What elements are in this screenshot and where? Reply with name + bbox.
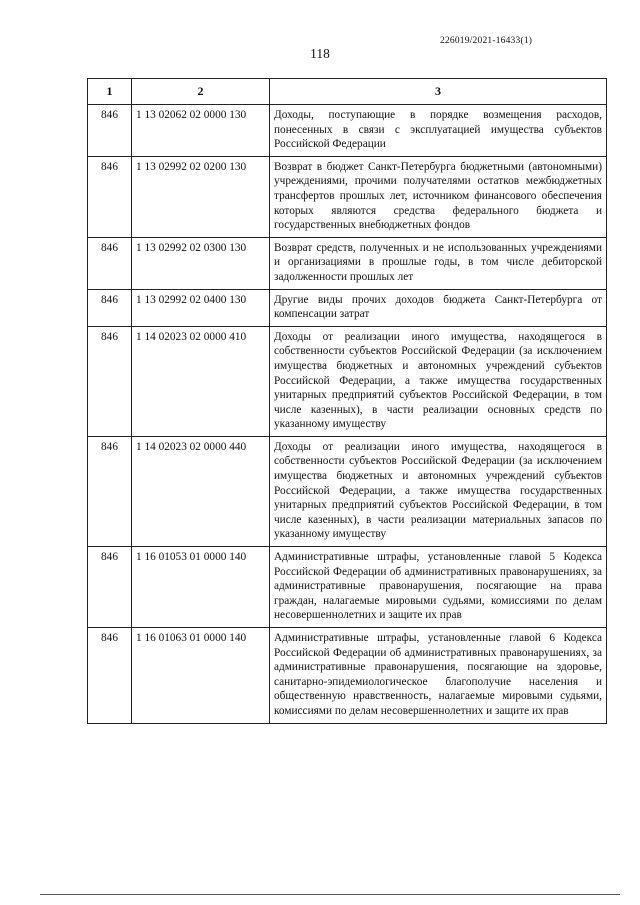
budget-classification-code-cell: 1 13 02992 02 0400 130 xyxy=(132,289,270,326)
revenue-codes-table xyxy=(87,78,607,724)
table-row xyxy=(88,289,607,326)
revenue-name-cell: Административные штрафы, установленные главой 5 Кодекса Российской Федерации об административных правонарушениях, за административные правонарушения, посягающие на права граждан, налагаемые мировыми судьями, комиссиями по делам несовершеннолетних и защите их прав xyxy=(270,547,607,628)
table-row xyxy=(88,326,607,436)
revenue-name-cell: Другие виды прочих доходов бюджета Санкт-Петербурга от компенсации затрат xyxy=(270,289,607,326)
admin-code-cell: 846 xyxy=(88,289,132,326)
revenue-name-cell: Возврат средств, полученных и не использованных учреждениями и организациями в прошлые годы, в том числе дебиторской задолженности прошлых лет xyxy=(270,237,607,289)
revenue-name-cell: Административные штрафы, установленные главой 6 Кодекса Российской Федерации об административных правонарушениях, за административные правонарушения, посягающие на здоровье, санитарно-эпидемиологическое благополучие населения и общественную нравственность, налагаемые мировыми судьями, комиссиями по делам несовершеннолетних и защите их прав xyxy=(270,628,607,724)
budget-classification-code-cell: 1 16 01053 01 0000 140 xyxy=(132,547,270,628)
admin-code-cell: 846 xyxy=(88,547,132,628)
page-number: 118 xyxy=(310,46,330,61)
revenue-name-cell: Доходы от реализации иного имущества, находящегося в собственности субъектов Российской Федерации (за исключением имущества бюджетных и автономных учреждений субъектов Российской Федерации, а также имущества государственных унитарных предприятий субъектов Российской Федерации, в том числе казенных), в части реализации основных средств по указанному имуществу xyxy=(270,326,607,436)
table-row xyxy=(88,436,607,546)
column-header-2: 2 xyxy=(132,79,270,105)
revenue-name-cell: Доходы от реализации иного имущества, находящегося в собственности субъектов Российской Федерации (за исключением имущества бюджетных и автономных учреждений субъектов Российской Федерации, а также имущества государственных унитарных предприятий субъектов Российской Федерации, в том числе казенных), в части реализации материальных запасов по указанному имуществу xyxy=(270,436,607,546)
column-header-3: 3 xyxy=(270,79,607,105)
table-row xyxy=(88,547,607,628)
admin-code-cell: 846 xyxy=(88,628,132,724)
page-bottom-rule xyxy=(40,894,620,895)
table-row xyxy=(88,237,607,289)
revenue-name-cell: Возврат в бюджет Санкт-Петербурга бюджетными (автономными) учреждениями, прочими получателями остатков межбюджетных трансфертов прошлых лет, источником финансового обеспечения которых являются средства федерального бюджета и государственных внебюджетных фондов xyxy=(270,156,607,237)
admin-code-cell: 846 xyxy=(88,156,132,237)
column-header-1: 1 xyxy=(88,79,132,105)
budget-classification-code-cell: 1 16 01063 01 0000 140 xyxy=(132,628,270,724)
document-reference-number: 226019/2021-16433(1) xyxy=(440,36,533,46)
budget-classification-code-cell: 1 13 02062 02 0000 130 xyxy=(132,105,270,157)
revenue-name-cell: Доходы, поступающие в порядке возмещения расходов, понесенных в связи с эксплуатацией имущества субъектов Российской Федерации xyxy=(270,105,607,157)
admin-code-cell: 846 xyxy=(88,326,132,436)
budget-classification-code-cell: 1 13 02992 02 0300 130 xyxy=(132,237,270,289)
admin-code-cell: 846 xyxy=(88,237,132,289)
table-row xyxy=(88,156,607,237)
budget-classification-code-cell: 1 14 02023 02 0000 410 xyxy=(132,326,270,436)
admin-code-cell: 846 xyxy=(88,436,132,546)
table-row xyxy=(88,628,607,724)
budget-classification-code-cell: 1 14 02023 02 0000 440 xyxy=(132,436,270,546)
table-row xyxy=(88,105,607,157)
table-header-row xyxy=(88,79,607,105)
budget-classification-code-cell: 1 13 02992 02 0200 130 xyxy=(132,156,270,237)
admin-code-cell: 846 xyxy=(88,105,132,157)
